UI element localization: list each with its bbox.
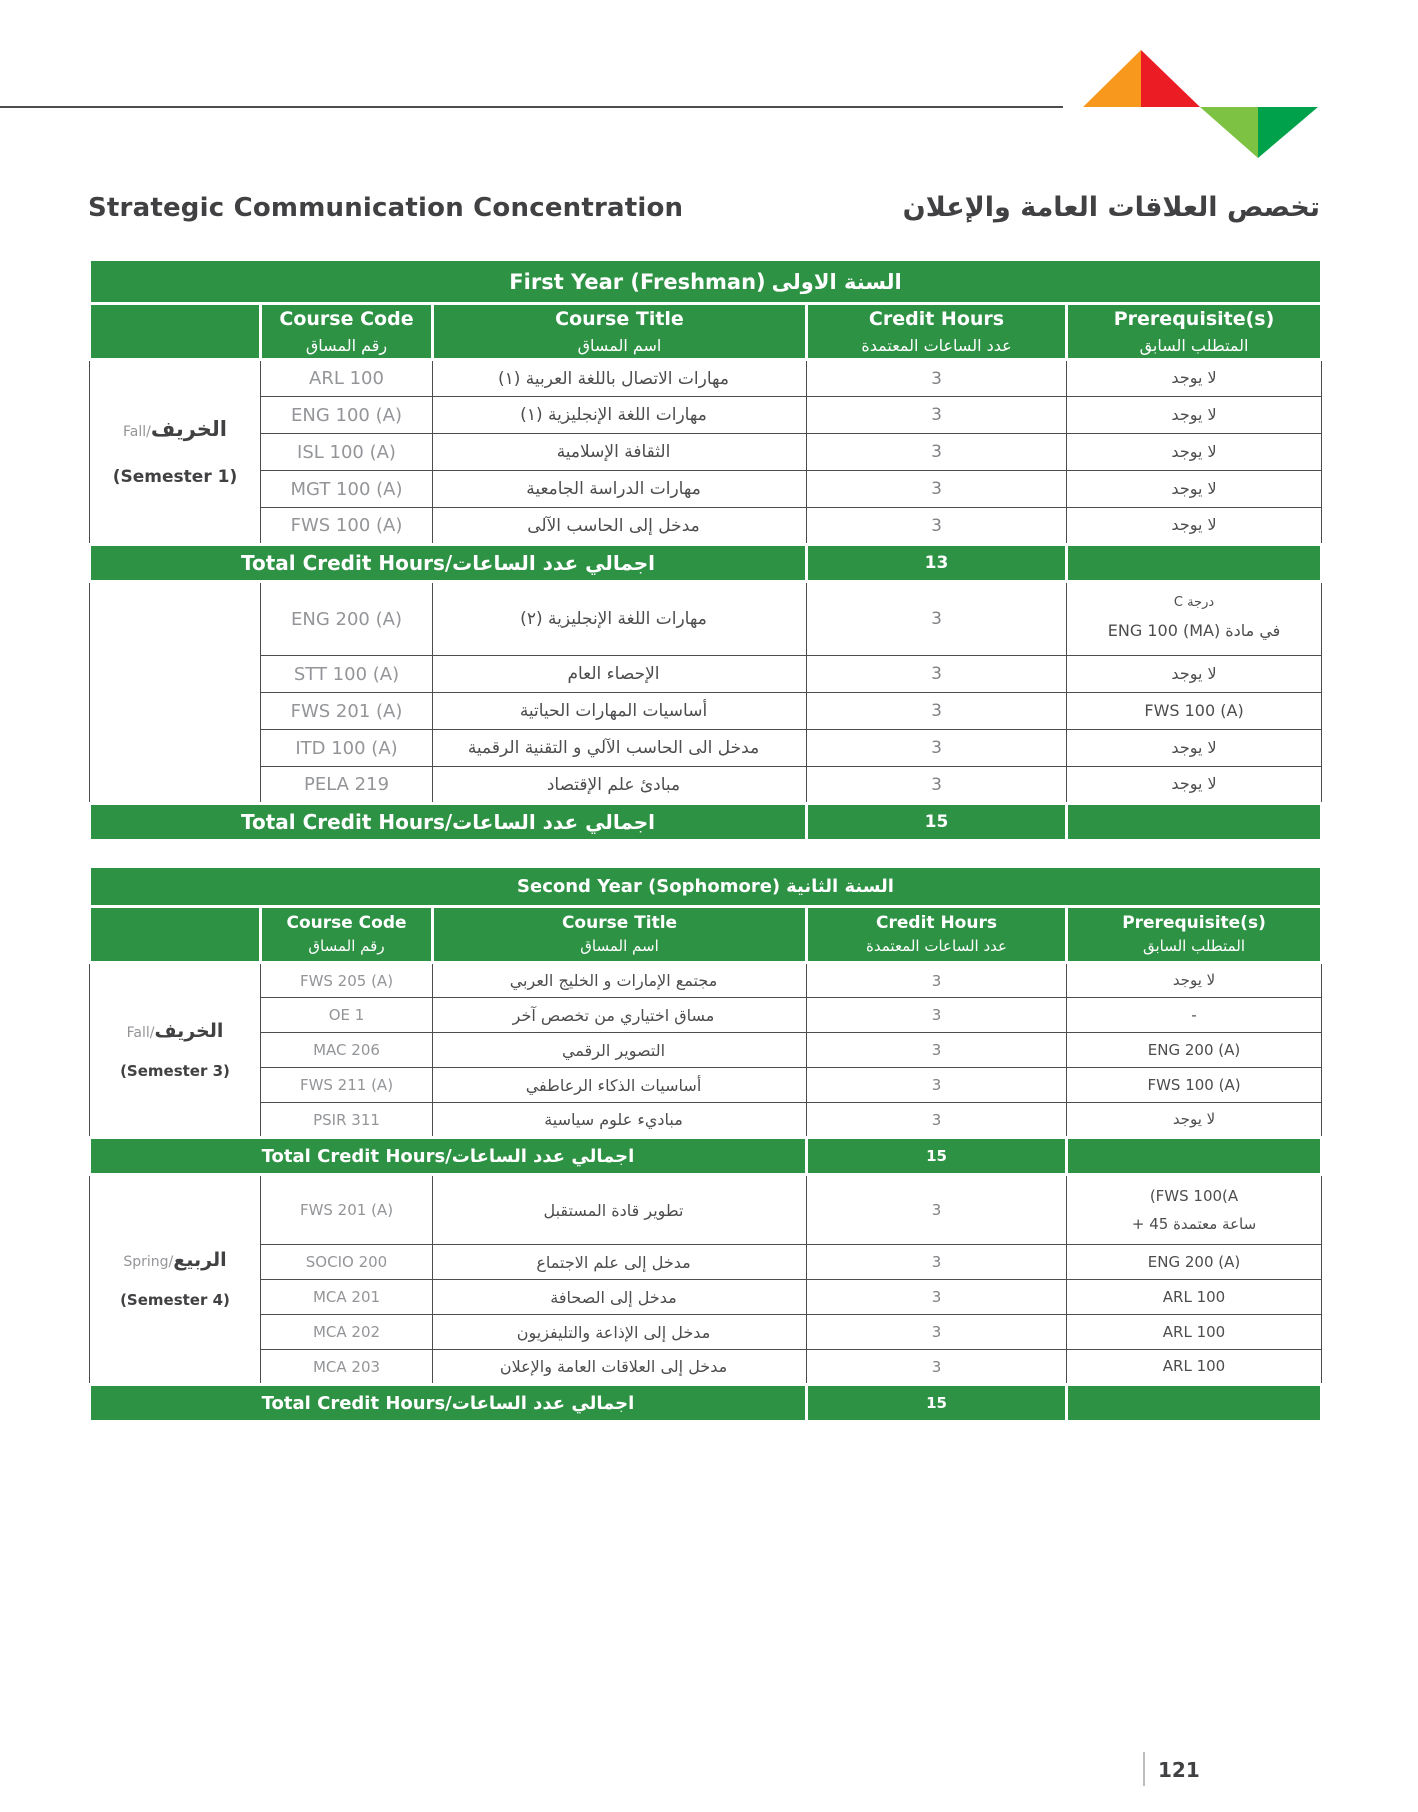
credit-hours: 3 <box>807 360 1067 397</box>
prerequisite-line: لا يوجد <box>1171 404 1217 424</box>
page-title-arabic: تخصص العلاقات العامة والإعلان <box>902 192 1320 223</box>
column-header-credit-english: Credit Hours <box>868 308 1005 331</box>
credit-hours: 3 <box>807 963 1067 998</box>
prerequisite <box>1067 508 1322 545</box>
credit-hours: 3 <box>807 397 1067 434</box>
course-code: ITD 100 (A) <box>261 730 433 767</box>
course-code: SOCIO 200 <box>261 1245 433 1280</box>
course-code: FWS 211 (A) <box>261 1068 433 1103</box>
course-code: ENG 200 (A) <box>261 582 433 656</box>
semester-number: (Semester 1) <box>112 466 238 487</box>
prerequisite-line: ENG 200 (A) <box>1147 1252 1241 1271</box>
total-row-empty <box>1067 804 1322 841</box>
column-header-credit <box>807 304 1067 360</box>
prerequisite <box>1067 1245 1322 1280</box>
table-year-title <box>90 867 1322 907</box>
course-title: التصوير الرقمي <box>433 1033 807 1068</box>
semester-label <box>90 582 261 804</box>
course-title: مدخل إلى العلاقات العامة والإعلان <box>433 1350 807 1385</box>
credit-hours: 3 <box>807 1315 1067 1350</box>
course-code: FWS 205 (A) <box>261 963 433 998</box>
semester-name-english: Fall/ <box>126 1024 155 1041</box>
page-title-english: Strategic Communication Concentration <box>88 193 684 223</box>
column-header-prereq-english: Prerequisite(s) <box>1113 308 1275 331</box>
column-header-prereq-arabic: المتطلب السابق <box>1142 936 1246 955</box>
prerequisite <box>1067 656 1322 693</box>
course-code: ISL 100 (A) <box>261 434 433 471</box>
course-title: مدخل إلى علم الاجتماع <box>433 1245 807 1280</box>
course-code: FWS 201 (A) <box>261 693 433 730</box>
credit-hours: 3 <box>807 471 1067 508</box>
total-row-empty <box>1067 1138 1322 1175</box>
prerequisite-line: لا يوجد <box>1171 478 1217 498</box>
column-header-code <box>261 907 433 963</box>
semester-name <box>90 416 260 443</box>
logo-darkgreen-triangle <box>1258 107 1318 158</box>
credit-hours: 3 <box>807 1350 1067 1385</box>
course-code: MCA 203 <box>261 1350 433 1385</box>
column-header-code-english: Course Code <box>286 913 407 934</box>
column-header-title <box>433 907 807 963</box>
course-code: MCA 201 <box>261 1280 433 1315</box>
semester-name <box>90 1248 260 1273</box>
semester-name-arabic: الربيع <box>173 1249 227 1272</box>
logo-orange-triangle <box>1083 50 1141 107</box>
course-title: مبادئ علم الإقتصاد <box>433 767 807 804</box>
prerequisite <box>1067 582 1322 656</box>
course-title: الثقافة الإسلامية <box>433 434 807 471</box>
prerequisite-line: لا يوجد <box>1171 441 1217 461</box>
table-year-title-english: Second Year (Sophomore) <box>517 876 781 897</box>
credit-hours: 3 <box>807 434 1067 471</box>
prerequisite-line: + 45 ساعة معتمدة <box>1131 1215 1257 1233</box>
column-header-empty <box>90 907 261 963</box>
total-credit-hours-label: Total Credit Hours/اجمالي عدد الساعات <box>90 804 807 841</box>
column-header-empty <box>90 304 261 360</box>
table-year-title-arabic: السنة الاولى <box>771 269 902 294</box>
table-year-title-arabic: السنة الثانية <box>786 876 894 897</box>
footer-divider <box>1143 1752 1145 1786</box>
semester-label <box>90 360 261 545</box>
semester-name-arabic: الخريف <box>154 1019 224 1042</box>
prerequisite-line: FWS 100 (A) <box>1147 1075 1241 1094</box>
column-header-credit <box>807 907 1067 963</box>
column-header-title-english: Course Title <box>555 308 684 331</box>
page-number: 121 <box>1158 1758 1200 1782</box>
course-code: PSIR 311 <box>261 1103 433 1138</box>
total-credit-hours-value: 13 <box>807 545 1067 582</box>
column-header-credit-english: Credit Hours <box>876 913 997 934</box>
total-row-empty <box>1067 1385 1322 1422</box>
logo-red-triangle <box>1141 50 1200 107</box>
credit-hours: 3 <box>807 693 1067 730</box>
course-title: أساسيات الذكاء الرعاطفي <box>433 1068 807 1103</box>
prerequisite-line: في مادة ENG 100 (MA) <box>1107 621 1281 641</box>
course-title: تطوير قادة المستقبل <box>433 1175 807 1245</box>
semester-name-english: Spring/ <box>123 1254 174 1271</box>
credit-hours: 3 <box>807 1103 1067 1138</box>
prerequisite <box>1067 1033 1322 1068</box>
prerequisite <box>1067 1315 1322 1350</box>
prerequisite <box>1067 1103 1322 1138</box>
course-title: الإحصاء العام <box>433 656 807 693</box>
prerequisite <box>1067 434 1322 471</box>
course-title: أساسيات المهارات الحياتية <box>433 693 807 730</box>
column-header-title-english: Course Title <box>561 913 678 934</box>
column-header-prereq-english: Prerequisite(s) <box>1122 913 1266 934</box>
prerequisite <box>1067 730 1322 767</box>
course-title: مهارات اللغة الإنجليزية (١) <box>433 397 807 434</box>
prerequisite <box>1067 397 1322 434</box>
course-code: FWS 100 (A) <box>261 508 433 545</box>
course-code: PELA 219 <box>261 767 433 804</box>
prerequisite <box>1067 1175 1322 1245</box>
table-year-title-english: First Year (Freshman) <box>509 269 766 294</box>
course-table <box>88 865 1323 1423</box>
prerequisite-line: (FWS 100(A <box>1149 1186 1239 1205</box>
credit-hours: 3 <box>807 1280 1067 1315</box>
total-credit-hours-value: 15 <box>807 1138 1067 1175</box>
course-title: مهارات الاتصال باللغة العربية (١) <box>433 360 807 397</box>
course-title: مجتمع الإمارات و الخليج العربي <box>433 963 807 998</box>
logo-lightgreen-triangle <box>1200 107 1258 158</box>
course-title: مهارات اللغة الإنجليزية (٢) <box>433 582 807 656</box>
column-header-prereq <box>1067 304 1322 360</box>
course-code: ARL 100 <box>261 360 433 397</box>
prerequisite <box>1067 998 1322 1033</box>
course-code: MCA 202 <box>261 1315 433 1350</box>
total-credit-hours-value: 15 <box>807 804 1067 841</box>
column-header-title <box>433 304 807 360</box>
course-title: مدخل إلى الحاسب الآلى <box>433 508 807 545</box>
course-title: مدخل إلى الإذاعة والتليفزيون <box>433 1315 807 1350</box>
semester-number: (Semester 4) <box>120 1291 230 1310</box>
prerequisite-line: - <box>1191 1005 1197 1024</box>
credit-hours: 3 <box>807 1068 1067 1103</box>
semester-number: (Semester 3) <box>120 1061 230 1080</box>
prerequisite-line: درجة C <box>1173 595 1215 611</box>
column-header-credit-arabic: عدد الساعات المعتمدة <box>861 335 1012 355</box>
prerequisite-line: ARL 100 <box>1162 1287 1226 1306</box>
course-title: مهارات الدراسة الجامعية <box>433 471 807 508</box>
course-code: OE 1 <box>261 998 433 1033</box>
credit-hours: 3 <box>807 998 1067 1033</box>
semester-name-english: Fall/ <box>122 424 151 441</box>
credit-hours: 3 <box>807 730 1067 767</box>
prerequisite <box>1067 693 1322 730</box>
prerequisite-line: لا يوجد <box>1171 663 1217 683</box>
credit-hours: 3 <box>807 1175 1067 1245</box>
credit-hours: 3 <box>807 656 1067 693</box>
credit-hours: 3 <box>807 1033 1067 1068</box>
prerequisite-line: لا يوجد <box>1171 515 1217 535</box>
total-row-empty <box>1067 545 1322 582</box>
total-credit-hours-label: Total Credit Hours/اجمالي عدد الساعات <box>90 545 807 582</box>
prerequisite-line: ARL 100 <box>1162 1322 1226 1341</box>
credit-hours: 3 <box>807 582 1067 656</box>
course-code: STT 100 (A) <box>261 656 433 693</box>
prerequisite <box>1067 767 1322 804</box>
course-table <box>88 258 1323 842</box>
total-credit-hours-label: Total Credit Hours/اجمالي عدد الساعات <box>90 1138 807 1175</box>
prerequisite-line: ENG 200 (A) <box>1147 1040 1241 1059</box>
course-title: مباديء علوم سياسية <box>433 1103 807 1138</box>
prerequisite <box>1067 963 1322 998</box>
course-title: مساق اختياري من تخصص آخر <box>433 998 807 1033</box>
column-header-credit-arabic: عدد الساعات المعتمدة <box>866 936 1007 955</box>
header-rule <box>0 106 1063 108</box>
total-credit-hours-label: Total Credit Hours/اجمالي عدد الساعات <box>90 1385 807 1422</box>
page-titlebar <box>88 192 1320 223</box>
semester-name-arabic: الخريف <box>150 417 228 442</box>
course-title: مدخل الى الحاسب الآلي و التقنية الرقمية <box>433 730 807 767</box>
table-year-title <box>90 260 1322 304</box>
prerequisite-line: لا يوجد <box>1171 774 1217 794</box>
credit-hours: 3 <box>807 508 1067 545</box>
total-credit-hours-value: 15 <box>807 1385 1067 1422</box>
course-code: FWS 201 (A) <box>261 1175 433 1245</box>
prerequisite <box>1067 1280 1322 1315</box>
column-header-prereq <box>1067 907 1322 963</box>
university-logo <box>1080 45 1320 160</box>
prerequisite <box>1067 1068 1322 1103</box>
prerequisite-line: لا يوجد <box>1171 368 1217 388</box>
prerequisite-line: لا يوجد <box>1171 737 1217 757</box>
column-header-code-english: Course Code <box>279 308 414 331</box>
semester-label <box>90 963 261 1138</box>
prerequisite <box>1067 471 1322 508</box>
column-header-prereq-arabic: المتطلب السابق <box>1139 335 1249 355</box>
course-code: MGT 100 (A) <box>261 471 433 508</box>
prerequisite <box>1067 1350 1322 1385</box>
credit-hours: 3 <box>807 1245 1067 1280</box>
semester-name <box>90 1019 260 1044</box>
prerequisite-line: ARL 100 <box>1162 1357 1226 1376</box>
prerequisite <box>1067 360 1322 397</box>
course-title: مدخل إلى الصحافة <box>433 1280 807 1315</box>
column-header-code <box>261 304 433 360</box>
column-header-title-arabic: اسم المساق <box>577 335 662 355</box>
course-code: MAC 206 <box>261 1033 433 1068</box>
column-header-title-arabic: اسم المساق <box>580 936 659 955</box>
semester-label <box>90 1175 261 1385</box>
prerequisite-line: FWS 100 (A) <box>1144 700 1244 720</box>
prerequisite-line: لا يوجد <box>1172 971 1216 990</box>
column-header-code-arabic: رقم المساق <box>308 936 385 955</box>
course-code: ENG 100 (A) <box>261 397 433 434</box>
credit-hours: 3 <box>807 767 1067 804</box>
column-header-code-arabic: رقم المساق <box>305 335 388 355</box>
prerequisite-line: لا يوجد <box>1172 1110 1216 1129</box>
